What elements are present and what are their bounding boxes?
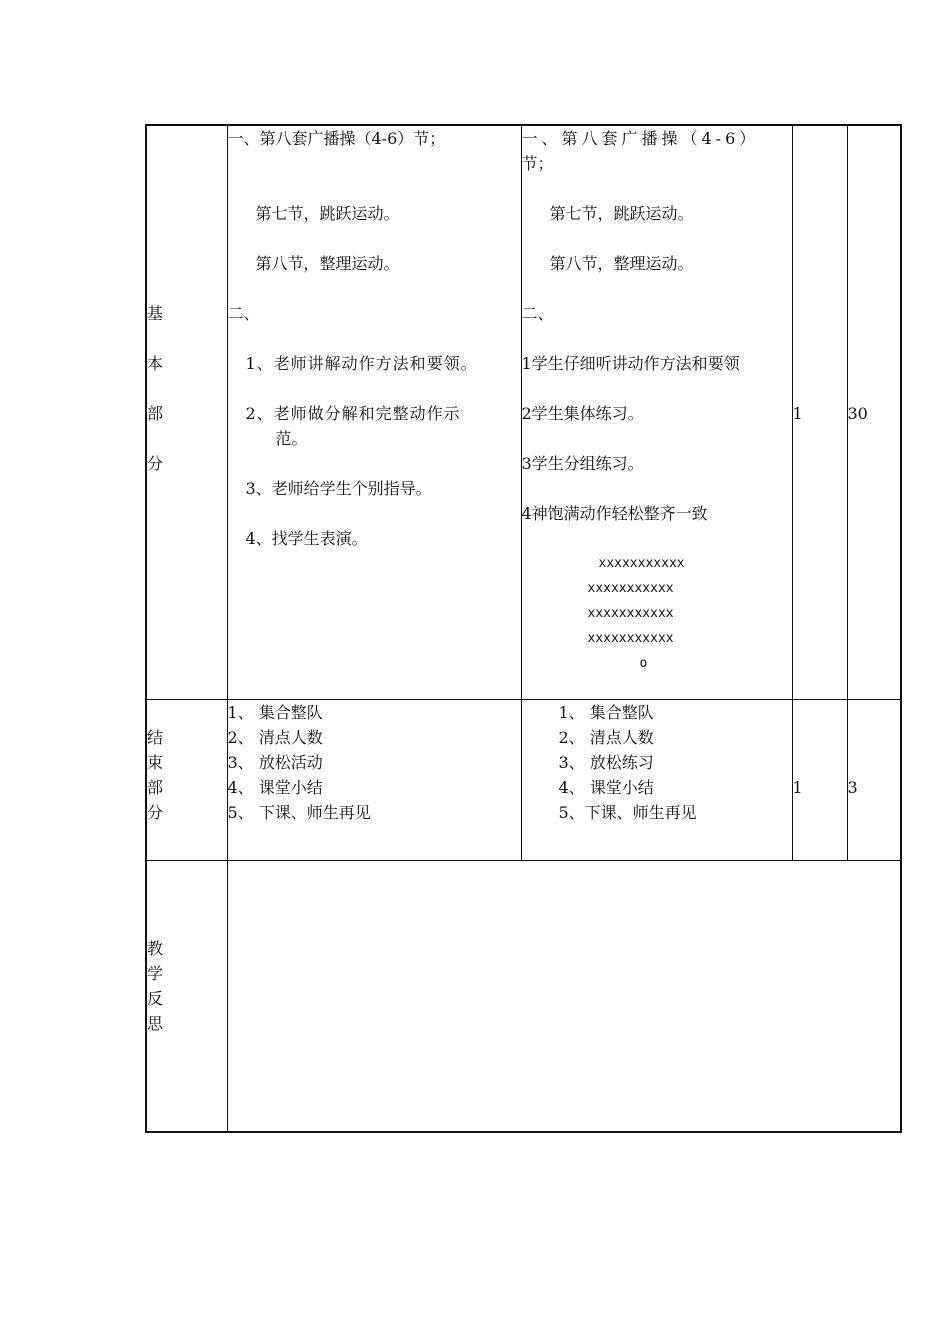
- student-item-2-sub-3: 3学生分组练习。: [521, 454, 644, 473]
- ending-times-cell: [792, 699, 847, 860]
- label-char: 部: [147, 404, 164, 423]
- label-char: 本: [147, 354, 164, 373]
- ending-section-label: [146, 699, 227, 860]
- formation-row: xxxxxxxxxxx: [598, 556, 685, 571]
- ending-times: 1: [792, 777, 803, 797]
- label-char: 反: [147, 988, 164, 1008]
- ending-student-item: 1、 集合整队: [558, 702, 654, 722]
- lesson-plan-table: [145, 124, 902, 1133]
- student-item-2-sub-2: 2学生集体练习。: [521, 404, 644, 423]
- formation-teacher-marker: o: [639, 656, 648, 671]
- formation-row: xxxxxxxxxxx: [587, 606, 674, 621]
- ending-student-cell: [521, 699, 792, 860]
- ending-student-item: 2、 清点人数: [558, 727, 654, 747]
- ending-teacher-item: 3、 放松活动: [227, 752, 323, 772]
- ending-student-item: 3、 放松练习: [558, 752, 654, 772]
- teacher-item-2: 二、: [227, 304, 260, 323]
- ending-teacher-item: 4、 课堂小结: [227, 777, 323, 797]
- basic-minutes-cell: [847, 125, 901, 699]
- label-char: 基: [147, 304, 164, 323]
- label-char: 教: [147, 938, 164, 958]
- formation-row: xxxxxxxxxxx: [587, 581, 674, 596]
- teacher-item-2-sub-3: 3、老师给学生个别指导。: [245, 479, 432, 498]
- teacher-activities-cell: [227, 125, 521, 699]
- student-item-2-sub-1: 1学生仔细听讲动作方法和要领: [521, 354, 740, 373]
- ending-minutes: 3: [847, 777, 858, 797]
- teacher-item-2-sub-4: 4、找学生表演。: [245, 529, 368, 548]
- reflection-content-cell: [227, 860, 901, 1132]
- basic-section-row: [146, 125, 901, 699]
- ending-teacher-item: 2、 清点人数: [227, 727, 323, 747]
- reflection-section-row: [146, 860, 901, 1132]
- ending-section-row: [146, 699, 901, 860]
- label-char: 结: [147, 727, 164, 747]
- teacher-item-2-sub-1: 1、老师讲解动作方法和要领。: [245, 354, 478, 373]
- student-item-1-cont: 节；: [521, 154, 554, 173]
- ending-teacher-item: 1、 集合整队: [227, 702, 323, 722]
- teacher-item-1: 一、第八套广播操（4-6）节；: [227, 129, 446, 148]
- teacher-item-1-sub-2: 第八节，整理运动。: [255, 254, 400, 273]
- student-activities-cell: [521, 125, 792, 699]
- ending-student-item: 4、 课堂小结: [558, 777, 654, 797]
- basic-minutes: 30: [847, 404, 868, 423]
- formation-row: xxxxxxxxxxx: [587, 631, 674, 646]
- basic-times: 1: [792, 404, 803, 423]
- student-item-1: 一、第八套广播操（4-6）: [521, 129, 760, 148]
- student-item-1-sub-1: 第七节，跳跃运动。: [549, 204, 694, 223]
- label-char: 学: [147, 963, 164, 983]
- basic-section-label: [146, 125, 227, 699]
- ending-teacher-item: 5、 下课、师生再见: [227, 802, 371, 822]
- basic-times-cell: [792, 125, 847, 699]
- label-char: 分: [147, 802, 164, 822]
- teacher-item-2-sub-2-cont: 范。: [275, 429, 308, 448]
- label-char: 思: [147, 1013, 164, 1033]
- label-char: 部: [147, 777, 164, 797]
- student-item-2: 二、: [521, 304, 554, 323]
- ending-teacher-cell: [227, 699, 521, 860]
- teacher-item-1-sub-1: 第七节，跳跃运动。: [255, 204, 400, 223]
- ending-student-item: 5、下课、师生再见: [558, 802, 697, 822]
- student-item-2-sub-4: 4神饱满动作轻松整齐一致: [521, 504, 708, 523]
- student-item-1-sub-2: 第八节，整理运动。: [549, 254, 694, 273]
- teacher-item-2-sub-2: 2、老师做分解和完整动作示: [245, 404, 461, 423]
- label-char: 束: [147, 752, 164, 772]
- label-char: 分: [147, 454, 164, 473]
- ending-minutes-cell: [847, 699, 901, 860]
- reflection-section-label: [146, 860, 227, 1132]
